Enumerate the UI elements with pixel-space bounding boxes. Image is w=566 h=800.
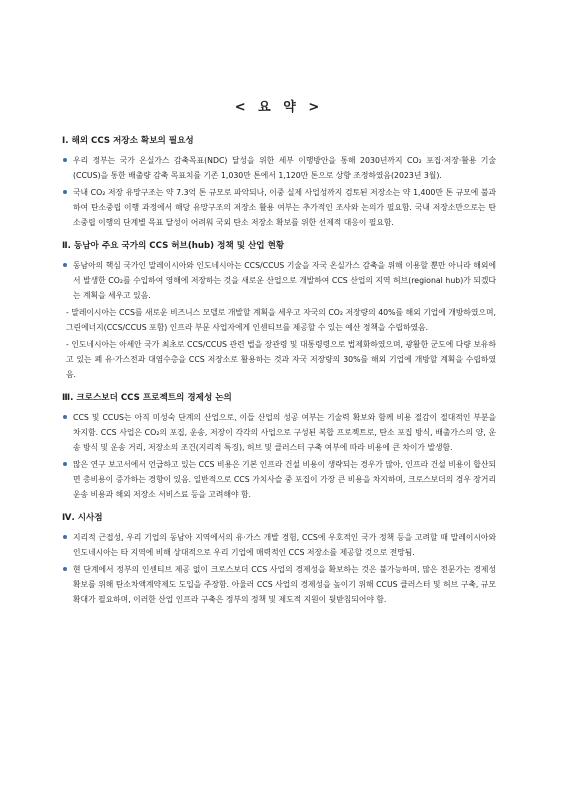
section-2 bbox=[62, 240, 496, 382]
bullet-item: 많은 연구 보고서에서 언급하고 있는 CCS 비용은 기본 인프라 건설 비용이 생략되는 경우가 많아, 인프라 건설 비용이 합산되면 총비용이 증가하는 경향이 있음. 일반적으로 CCS 가치사슬 중 포집이 가장 큰 비용을 차지하며, 크로스보더의 경우 장거리 운송 비용과 해외 저장소 서비스료 등을 고려해야 함. bbox=[62, 457, 496, 502]
bullet-item: CCS 및 CCUS는 아직 미성숙 단계의 산업으로, 이들 산업의 성공 여부는 기술력 확보와 함께 비용 절감이 절대적인 부분을 차지함. CCS 사업은 CO₂의 포집, 운송, 저장이 각각의 사업으로 구성된 복합 프로젝트로, 탄소 포집 방식, 배출가스의 양, 운송 방식 및 운송 거리, 저장소의 조건(지리적 특징), 허브 및 클러스터 구축 여부에 따라 비용에 큰 차이가 발생함. bbox=[62, 410, 496, 455]
summary-title: < 요 약 > bbox=[234, 100, 324, 115]
bullet-item: 동남아의 핵심 국가인 말레이시아와 인도네시아는 CCS/CCUS 기술을 자국 온실가스 감축을 위해 이용할 뿐만 아니라 해외에서 발생한 CO₂를 수입하여 영해에 저장하는 것을 새로운 산업으로 개발하여 CCS 산업의 지역 허브(regional hub)가 되겠다는 계획을 세우고 있음. bbox=[62, 258, 496, 303]
dash-item: - 말레이시아는 CCS를 새로운 비즈니스 모델로 개발할 계획을 세우고 자국의 CO₂ 저장량의 40%를 해외 기업에 개방하였으며, 그린에너지(CCS/CCUS 포함) 인프라 부문 사업자에게 인센티브를 제공할 수 있는 예산 정책을 수립하였음. bbox=[66, 308, 496, 332]
bullet-item: 국내 CO₂ 저장 유망구조는 약 7.3억 톤 규모로 파악되나, 이중 실제 사업성까지 검토된 저장소는 약 1,400만 톤 규모에 불과하여 탄소중립 이행 과정에서 해당 유망구조의 저장소 활용 여부는 추가적인 조사와 논의가 필요함. 국내 저장소만으로는 탄소중립 이행의 단계별 목표 달성이 어려워 국외 탄소 저장소 확보를 위한 선제적 대응이 필요함. bbox=[62, 185, 496, 230]
section-heading: Ⅰ. 해외 CCS 저장소 확보의 필요성 bbox=[62, 136, 194, 146]
dash-item: - 인도네시아는 아세안 국가 최초로 CCS/CCUS 관련 법을 장관령 및 대통령령으로 법제화하였으며, 광활한 군도에 다량 보유하고 있는 폐 유·가스전과 대염수층을 CCS 저장소로 활용하는 것과 자국 저장량의 30%를 해외 기업에 개방할 계획을 수립하였음. bbox=[66, 340, 496, 379]
section-heading: Ⅲ. 크로스보더 CCS 프로젝트의 경제성 논의 bbox=[62, 393, 232, 403]
bullet-item: 현 단계에서 정부의 인센티브 제공 없이 크로스보더 CCS 사업의 경제성을 확보하는 것은 불가능하며, 많은 전문가는 경제성 확보를 위해 탄소차액계약제도 도입을 주장함. 아울러 CCS 사업의 경제성을 높이기 위해 CCUS 클러스터 및 허브 구축, 규모 확대가 필요하며, 이러한 산업 인프라 구축은 정부의 정책 및 제도적 지원이 뒷받침되어야 함. bbox=[62, 562, 496, 607]
section-3 bbox=[62, 392, 496, 502]
bullet-item: 우리 정부는 국가 온실가스 감축목표(NDC) 달성을 위한 세부 이행방안을 통해 2030년까지 CO₂ 포집·저장·활용 기술(CCUS)을 통한 배출량 감축 목표치를 기존 1,030만 톤에서 1,120만 톤으로 상향 조정하였음(2023년 3월). bbox=[62, 153, 496, 183]
section-4 bbox=[62, 512, 496, 607]
section-heading: Ⅳ. 시사점 bbox=[62, 513, 103, 523]
section-heading: Ⅱ. 동남아 주요 국가의 CCS 허브(hub) 정책 및 산업 현황 bbox=[62, 241, 285, 251]
bullet-item: 지리적 근접성, 우리 기업의 동남아 지역에서의 유·가스 개발 경험, CCS에 우호적인 국가 정책 등을 고려할 때 말레이시아와 인도네시아는 타 지역에 비해 상대적으로 우리 기업에 매력적인 CCS 저장소를 제공할 것으로 전망됨. bbox=[62, 530, 496, 560]
section-1 bbox=[62, 135, 496, 230]
